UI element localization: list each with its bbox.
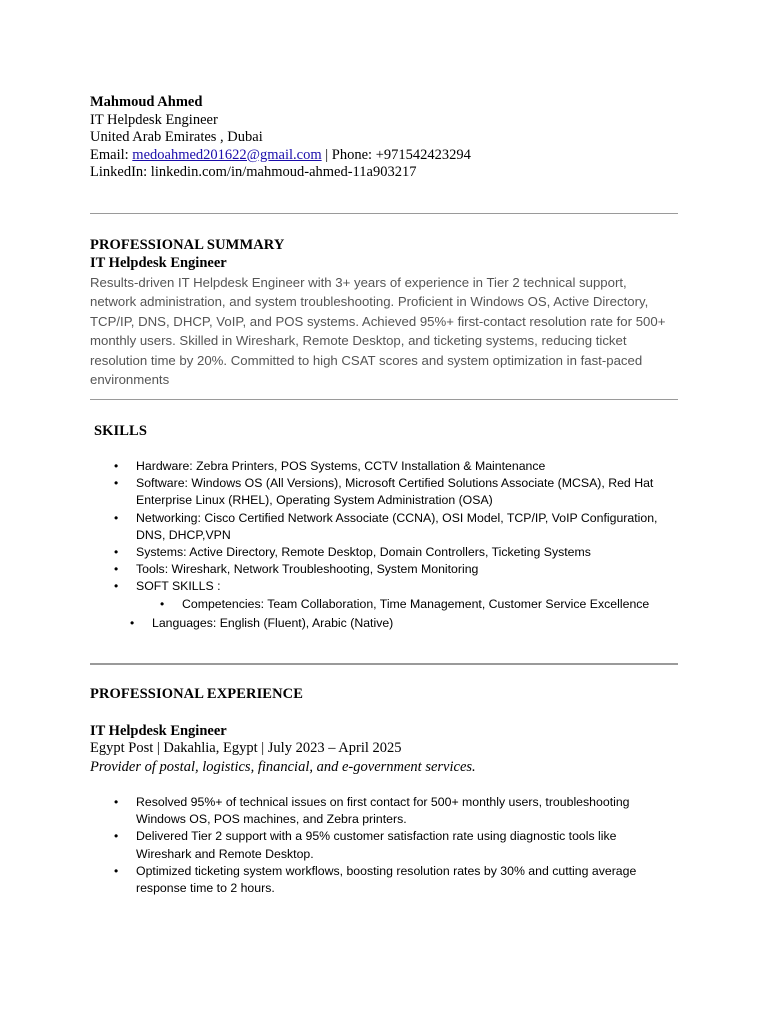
candidate-location: United Arab Emirates , Dubai <box>90 129 263 145</box>
list-item: • Hardware: Zebra Printers, POS Systems, CCTV Installation & Maintenance <box>112 458 672 475</box>
list-item: • SOFT SKILLS : <box>112 578 672 595</box>
candidate-name: Mahmoud Ahmed <box>90 94 203 110</box>
divider <box>90 663 678 665</box>
list-item: • Languages: English (Fluent), Arabic (Native) <box>128 615 672 632</box>
phone-text: | Phone: +971542423294 <box>321 146 471 163</box>
company-line: Egypt Post | Dakahlia, Egypt | July 2023 – April 2025 <box>90 740 402 756</box>
linkedin-text: LinkedIn: linkedin.com/in/mahmoud-ahmed-11a903217 <box>90 164 417 180</box>
company-description: Provider of postal, logistics, financial, and e-government services. <box>90 759 476 775</box>
candidate-title: IT Helpdesk Engineer <box>90 111 218 128</box>
contact-header <box>90 94 471 182</box>
list-item: • Networking: Cisco Certified Network Associate (CCNA), OSI Model, TCP/IP, VoIP Configuration, DNS, DHCP,VPN <box>112 510 672 544</box>
list-item: • Optimized ticketing system workflows, boosting resolution rates by 30% and cutting average response time to 2 hours. <box>112 863 672 897</box>
email-link[interactable]: medoahmed201622@gmail.com <box>132 146 322 163</box>
divider <box>90 213 678 214</box>
list-item: • Software: Windows OS (All Versions), Microsoft Certified Solutions Associate (MCSA), Red Hat Enterprise Linux (RHEL), Operating System Administration (OSA) <box>112 475 672 509</box>
list-item: • Tools: Wireshark, Network Troubleshooting, System Monitoring <box>112 561 672 578</box>
skills-heading: SKILLS <box>94 423 147 439</box>
divider <box>90 399 678 400</box>
summary-text: Results-driven IT Helpdesk Engineer with 3+ years of experience in Tier 2 technical support, network administration, and system troubleshooting. Proficient in Windows OS, Active Directory, TCP/IP, DNS, DHCP, VoIP, and POS systems. Achieved 95%+ first-contact resolution rate for 500+ monthly users. Skilled in Wireshark, Remote Desktop, and ticketing systems, reducing ticket resolution time by 20%. Committed to high CSAT scores and system optimization in fast-paced environments <box>90 275 666 388</box>
experience-heading: PROFESSIONAL EXPERIENCE <box>90 686 303 702</box>
list-item: • Resolved 95%+ of technical issues on first contact for 500+ monthly users, troubleshooting Windows OS, POS machines, and Zebra printers. <box>112 794 672 828</box>
list-item: • Competencies: Team Collaboration, Time Management, Customer Service Excellence <box>158 596 672 613</box>
experience-role: IT Helpdesk Engineer <box>90 723 227 739</box>
email-label: Email: <box>90 146 133 163</box>
experience-bullets <box>112 794 672 897</box>
contact-line <box>90 147 471 165</box>
summary-role: IT Helpdesk Engineer <box>90 255 227 271</box>
list-item: • Systems: Active Directory, Remote Desktop, Domain Controllers, Ticketing Systems <box>112 544 672 561</box>
summary-heading: PROFESSIONAL SUMMARY <box>90 237 285 253</box>
skills-list <box>112 458 672 632</box>
list-item: • Delivered Tier 2 support with a 95% customer satisfaction rate using diagnostic tools like Wireshark and Remote Desktop. <box>112 828 672 862</box>
